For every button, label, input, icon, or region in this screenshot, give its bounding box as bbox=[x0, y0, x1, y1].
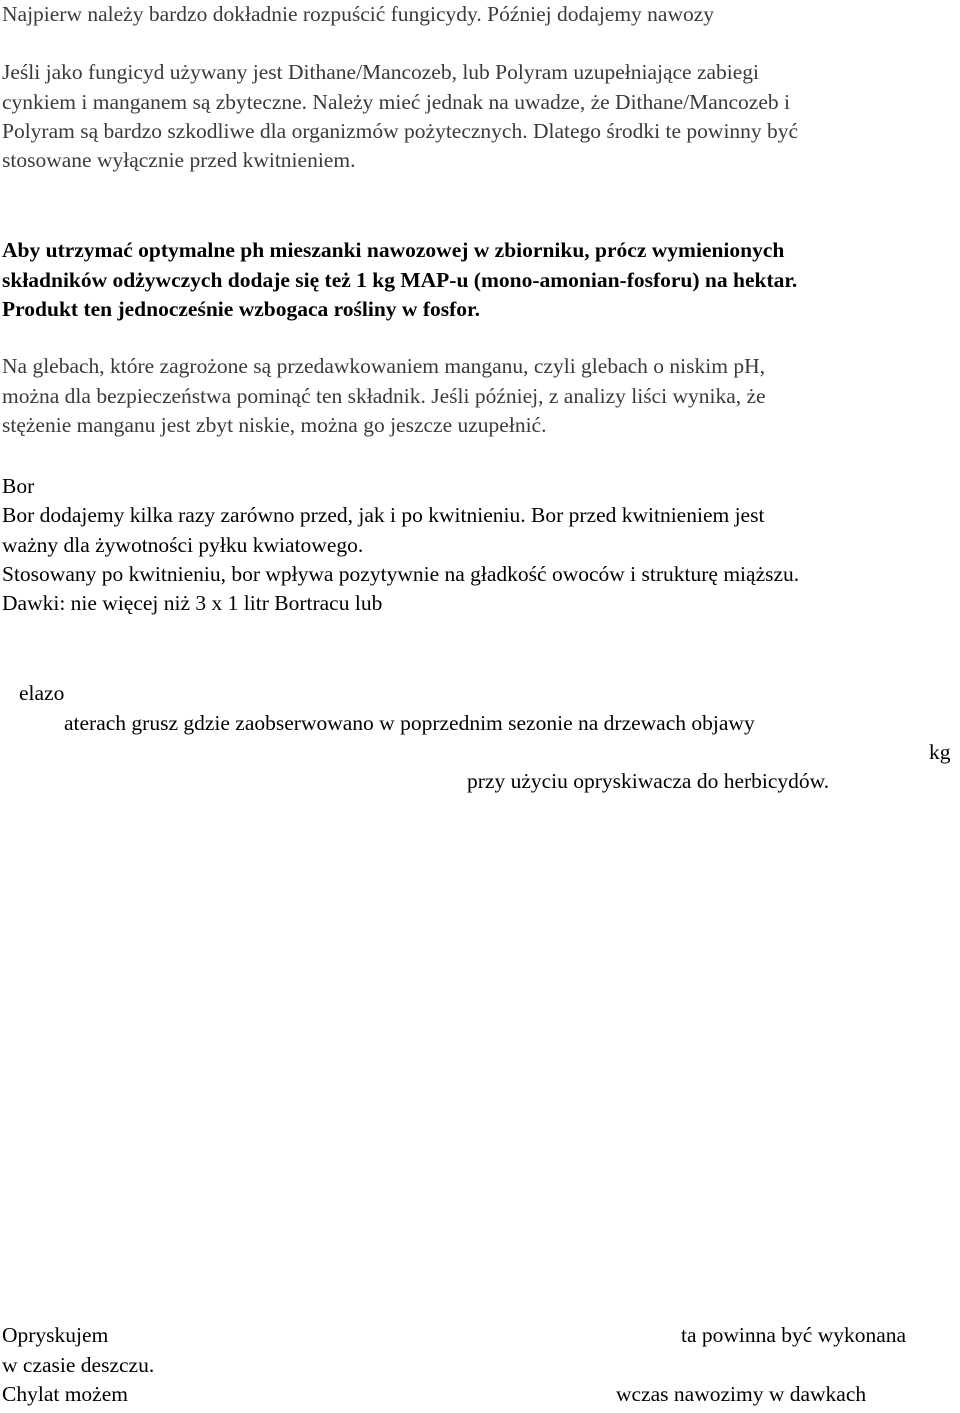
footer-text-left: Opryskujem bbox=[2, 1323, 109, 1347]
footer-text-right: wczas nawozimy w dawkach bbox=[616, 1382, 867, 1406]
paragraph-line: przy użyciu opryskiwacza do herbicydów. bbox=[467, 769, 830, 793]
paragraph-line: Polyram są bardzo szkodliwe dla organizmów pożytecznych. Dlatego środki te powinny być bbox=[2, 119, 799, 143]
section-heading: elazo bbox=[19, 681, 65, 705]
unit-label: kg bbox=[929, 740, 951, 764]
paragraph-line: składników odżywczych dodaje się też 1 kg MAP-u (mono-amonian-fosforu) na hektar. bbox=[2, 268, 798, 292]
paragraph-line: ważny dla żywotności pyłku kwiatowego. bbox=[2, 533, 364, 557]
paragraph-line: Na glebach, które zagrożone są przedawkowaniem manganu, czyli glebach o niskim pH, bbox=[2, 354, 765, 378]
paragraph-line: Aby utrzymać optymalne ph mieszanki nawozowej w zbiorniku, prócz wymienionych bbox=[2, 238, 785, 262]
footer-text-left: w czasie deszczu. bbox=[2, 1353, 155, 1377]
paragraph-line: Jeśli jako fungicyd używany jest Dithane/Mancozeb, lub Polyram uzupełniające zabiegi bbox=[2, 60, 760, 84]
paragraph-line: można dla bezpieczeństwa pominąć ten składnik. Jeśli później, z analizy liści wynika, że bbox=[2, 384, 766, 408]
paragraph-line: stosowane wyłącznie przed kwitnieniem. bbox=[2, 148, 356, 172]
section-heading: Bor bbox=[2, 474, 35, 498]
paragraph-line: cynkiem i manganem są zbyteczne. Należy mieć jednak na uwadze, że Dithane/Mancozeb i bbox=[2, 90, 790, 114]
paragraph-line: Stosowany po kwitnieniu, bor wpływa pozytywnie na gładkość owoców i strukturę miąższu. bbox=[2, 562, 800, 586]
paragraph-line: Dawki: nie więcej niż 3 x 1 litr Bortracu lub bbox=[2, 591, 383, 615]
footer-text-left: Chylat możem bbox=[2, 1382, 128, 1406]
paragraph-line: Bor dodajemy kilka razy zarówno przed, jak i po kwitnieniu. Bor przed kwitnieniem jest bbox=[2, 503, 765, 527]
footer-text-right: ta powinna być wykonana bbox=[681, 1323, 907, 1347]
paragraph-line: aterach grusz gdzie zaobserwowano w poprzednim sezonie na drzewach objawy bbox=[64, 711, 755, 735]
intro-line: Najpierw należy bardzo dokładnie rozpuścić fungicydy. Później dodajemy nawozy bbox=[2, 2, 715, 26]
paragraph-line: stężenie manganu jest zbyt niskie, można go jeszcze uzupełnić. bbox=[2, 413, 547, 437]
paragraph-line: Produkt ten jednocześnie wzbogaca rośliny w fosfor. bbox=[2, 297, 480, 321]
